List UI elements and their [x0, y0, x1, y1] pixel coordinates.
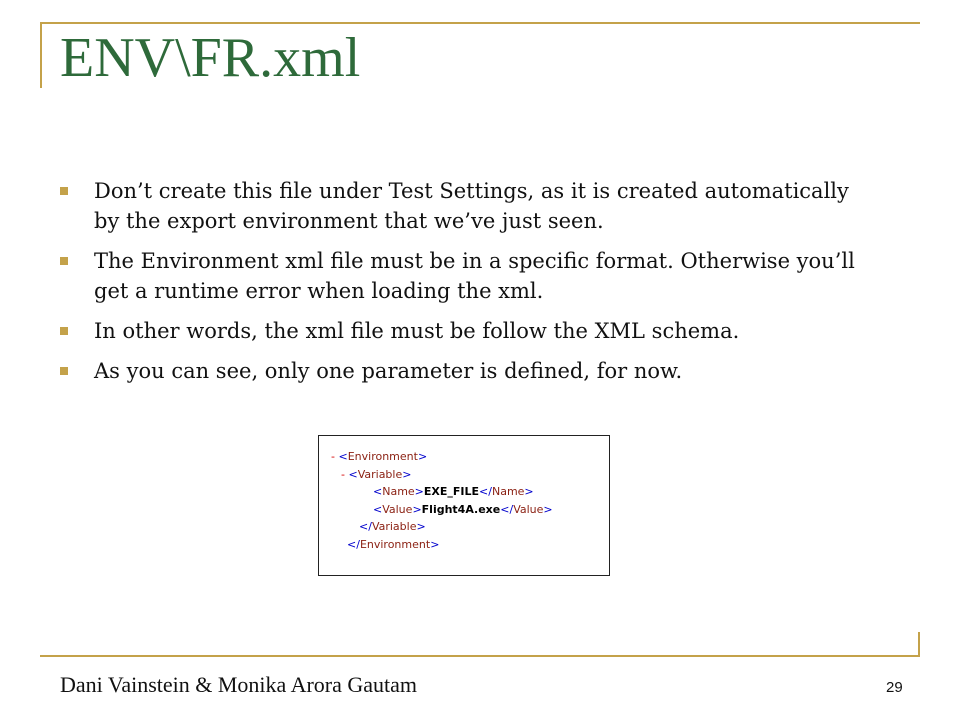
square-bullet-icon [60, 257, 68, 265]
footer-authors: Dani Vainstein & Monika Arora Gautam [60, 672, 418, 697]
xml-line-environment-close: </Environment> [347, 537, 440, 551]
frame-right-line [918, 632, 920, 657]
page-number: 29 [886, 679, 903, 696]
bullet-text: Don’t create this file under Test Settings, as it is created automatically by the export environment that we’ve just seen. [94, 179, 849, 233]
frame-left-line [40, 22, 42, 88]
bullet-text: In other words, the xml file must be follow the XML schema. [94, 319, 740, 343]
xml-line-name: <Name>EXE_FILE</Name> [373, 485, 534, 498]
bullet-text: As you can see, only one parameter is defined, for now. [94, 359, 683, 383]
xml-line-variable-open: - <Variable> [341, 467, 412, 481]
bullet-item [60, 316, 880, 346]
bullet-item [60, 356, 880, 386]
xml-code-screenshot [318, 435, 610, 576]
frame-bottom-line [40, 655, 920, 657]
xml-line-variable-close: </Variable> [359, 520, 426, 533]
bullet-item [60, 246, 880, 306]
bullet-item [60, 176, 880, 236]
frame-top-line [40, 22, 920, 24]
slide-title: ENV\FR.xml [60, 27, 361, 89]
xml-line-value: <Value>Flight4A.exe</Value> [373, 502, 553, 516]
collapse-minus-icon[interactable]: - [341, 467, 345, 481]
bullet-text: The Environment xml file must be in a specific format. Otherwise you’ll get a runtime error when loading the xml. [94, 249, 855, 303]
square-bullet-icon [60, 327, 68, 335]
square-bullet-icon [60, 187, 68, 195]
collapse-minus-icon[interactable]: - [331, 450, 335, 463]
square-bullet-icon [60, 367, 68, 375]
bullet-list [60, 176, 880, 396]
xml-line-environment-open: - <Environment> [331, 450, 428, 463]
